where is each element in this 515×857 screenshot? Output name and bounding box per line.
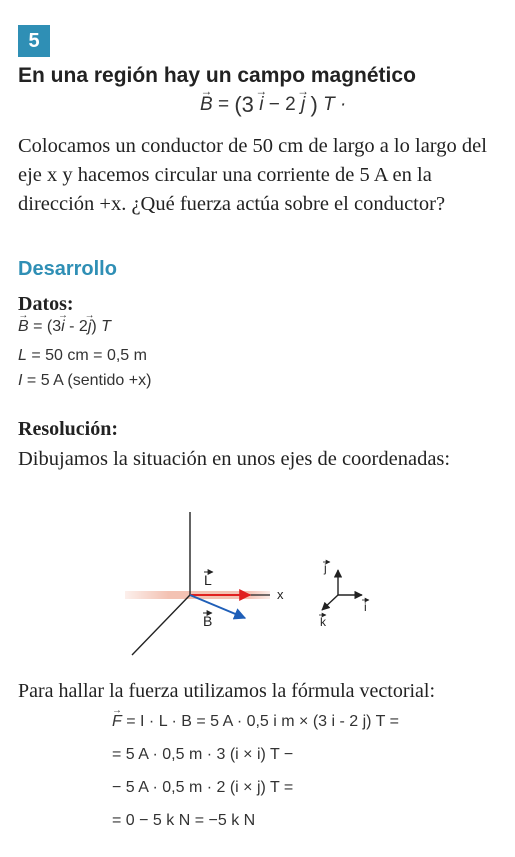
label-i: i <box>364 600 367 614</box>
equation-step-3: − 5 A · 0,5 m · 2 (i × j) T = <box>112 779 294 796</box>
eq-part: ) <box>310 92 318 117</box>
label-x: x <box>277 587 284 602</box>
vector-F: → F <box>112 713 122 731</box>
eq-part: − 2 <box>268 94 296 115</box>
var-L: L <box>18 347 27 364</box>
k-unit-arrow <box>322 595 338 610</box>
resolution-text: Dibujamos la situación en unos ejes de coordenadas: <box>18 448 451 470</box>
equation-step-1-text: = I · L · B = 5 A · 0,5 i m × (3 i - 2 j) T = <box>126 713 399 730</box>
coordinate-diagram <box>110 500 400 665</box>
eq-part: = <box>217 94 230 115</box>
datos-b-line <box>18 318 111 336</box>
section-heading-desarrollo: Desarrollo <box>18 258 117 280</box>
datos-heading: Datos: <box>18 293 74 315</box>
vector-B: → B <box>18 318 29 336</box>
eq-part: ) <box>91 318 102 335</box>
unit-vectors-triad <box>319 561 369 629</box>
problem-number-badge: 5 <box>18 25 50 57</box>
eq-unit: T · <box>323 94 347 115</box>
eq-part: = (3 <box>28 318 62 335</box>
datos-i-line <box>18 372 151 390</box>
eq-part: = 5 A (sentido +x) <box>22 372 152 389</box>
formula-intro: Para hallar la fuerza utilizamos la fórmula vectorial: <box>18 680 436 702</box>
z-axis <box>132 595 190 655</box>
equation-step-2: = 5 A · 0,5 m · 3 (i × i) T − <box>112 746 294 763</box>
equation-step-1 <box>112 713 399 731</box>
datos-l-line <box>18 347 147 365</box>
label-j: j <box>324 561 327 575</box>
label-k: k <box>320 615 326 629</box>
var-I: I <box>18 372 23 389</box>
vector-j: → j <box>88 318 92 336</box>
eq-part: (3 <box>234 92 254 117</box>
vector-j: → j <box>301 94 305 116</box>
equation-step-4: = 0 − 5 k N = −5 k N <box>112 812 256 829</box>
vector-i: → i <box>259 94 263 116</box>
resolution-heading: Resolución: <box>18 418 118 440</box>
field-equation <box>200 92 346 118</box>
label-B: B <box>203 613 213 629</box>
unit: T <box>101 318 111 335</box>
vector-i: → i <box>61 318 65 336</box>
problem-title: En una región hay un campo magnético <box>18 64 416 87</box>
eq-part: - 2 <box>64 318 88 335</box>
vector-B: → B <box>200 94 213 116</box>
problem-statement: Colocamos un conductor de 50 cm de largo a lo largo del eje x y hacemos circular una corriente de 5 A en la dirección +x. ¿Qué fuerza actúa sobre el conductor? <box>18 135 487 215</box>
label-L: L <box>204 572 212 588</box>
eq-part: = 50 cm = 0,5 m <box>26 347 147 364</box>
